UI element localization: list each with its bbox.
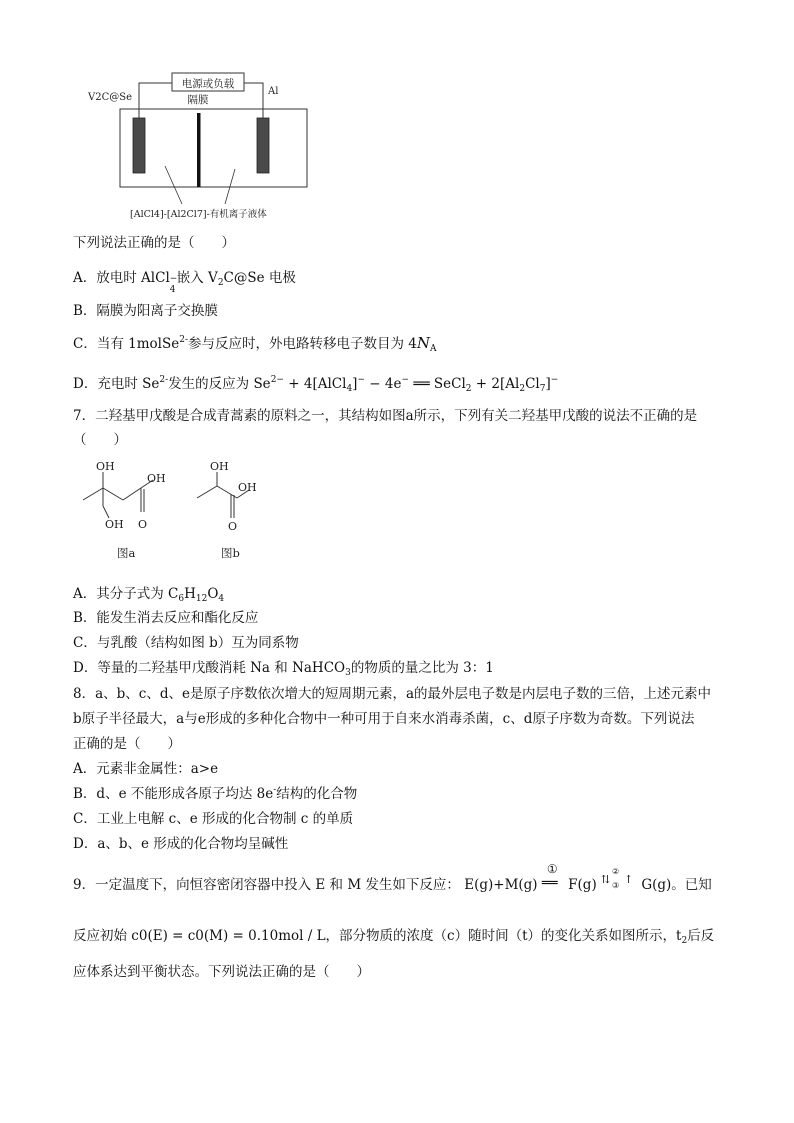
q6-option-d: D．充电时 $Se^{2-}$发生的反应为 $Se^{2-}$ + 4[AlCl$_4$]− − 4e− ══ SeCl$_2$ + $2[Al_2Cl_7]^-$ [73, 375, 559, 394]
q7-option-d: D．等量的二羟基甲戊酸消耗 Na 和 NaHCO$_3$的物质的量之比为 3：1 [73, 660, 494, 678]
q6-option-b: B．隔膜为阳离子交换膜 [73, 303, 218, 319]
membrane [197, 113, 201, 187]
fig-a-oh-top: OH [96, 460, 115, 473]
q7-option-c: C．与乳酸（结构如图 b）互为同系物 [73, 635, 299, 651]
right-electrode-label: Al [268, 86, 279, 97]
power-label: 电源或负载 [181, 78, 235, 90]
fig-a-caption: 图a [117, 546, 136, 560]
q9-stem-2: 反应初始 c0(E) = c0(M) = 0.10mol / L，部分物质的浓度（c）随时间（t）的变化关系如图所示，$t_2$后反 [73, 928, 715, 946]
q8-option-a: A．元素非金属性：a>e [73, 761, 219, 777]
q8-option-b: B．d、e 不能形成各原子均达 8e-结构的化合物 [73, 785, 358, 802]
q6-option-c: C．当有 1molSe$^{2-}$参与反应时，外电路转移电子数目为 $4N_A$ [73, 334, 437, 354]
fig-b-o: O [228, 520, 238, 533]
q9-stem-1: 9．一定温度下，向恒容密闭容器中投入 E 和 M 发生如下反应： E(g)+M(g) ① ══ F(g) ⇅ ② ③ ↑ G(g)。已知 [73, 861, 712, 893]
q9-circle-3: ③ [612, 880, 620, 890]
structure-figures [75, 458, 285, 568]
q8-stem-3: 正确的是（ ） [73, 736, 181, 752]
left-electrode-label: V2C@Se [88, 92, 133, 103]
electrolyte-label: [AlCl4]-[Al2Cl7]-有机离子液体 [130, 209, 267, 220]
fig-b-oh-acid: OH [238, 481, 257, 494]
q8-option-d: D．a、b、e 形成的化合物均呈碱性 [73, 836, 289, 852]
fig-b-oh-top: OH [210, 460, 229, 473]
q8-stem-2: b原子半径最大，a与e形成的多种化合物中一种可用于自来水消毒杀菌，c、d原子序数为奇数。下列说法 [73, 711, 695, 727]
q8-stem-1: 8．a、b、c、d、e是原子序数依次增大的短周期元素，a的最外层电子数是内层电子数的三倍，上述元素中 [73, 686, 712, 702]
battery-diagram [85, 66, 315, 226]
q7-option-a: A．其分子式为 $C_6H_{12}O_4$ [73, 586, 225, 604]
fig-a-oh-bottom: OH [105, 518, 124, 531]
q8-option-c: C．工业上电解 c、e 形成的化合物制 c 的单质 [73, 811, 354, 827]
q9-circle-2: ② [612, 866, 620, 876]
q9-circle-1: ① [546, 861, 558, 876]
membrane-label: 隔膜 [187, 94, 209, 106]
left-electrode [133, 118, 145, 173]
q7-stem: 7．二羟基甲戊酸是合成青蒿素的原料之一，其结构如图a所示，下列有关二羟基甲戊酸的说法不正确的是 [73, 408, 698, 424]
right-electrode [257, 118, 269, 173]
q7-option-b: B．能发生消去反应和酯化反应 [73, 610, 259, 626]
q9-stem-3: 应体系达到平衡状态。下列说法正确的是（ ） [73, 964, 370, 980]
fig-b-caption: 图b [221, 546, 240, 560]
q9-equation: E(g)+M(g) [464, 877, 538, 893]
fig-a-oh-acid: OH [147, 472, 166, 485]
q6-stem: 下列说法正确的是（ ） [73, 235, 235, 251]
fig-a-o: O [138, 518, 148, 531]
q7-paren: （ ） [73, 432, 127, 448]
q6-option-a: A．放电时 AlCl − 4 嵌入 $V_2C@Se$ 电极 [73, 270, 296, 295]
